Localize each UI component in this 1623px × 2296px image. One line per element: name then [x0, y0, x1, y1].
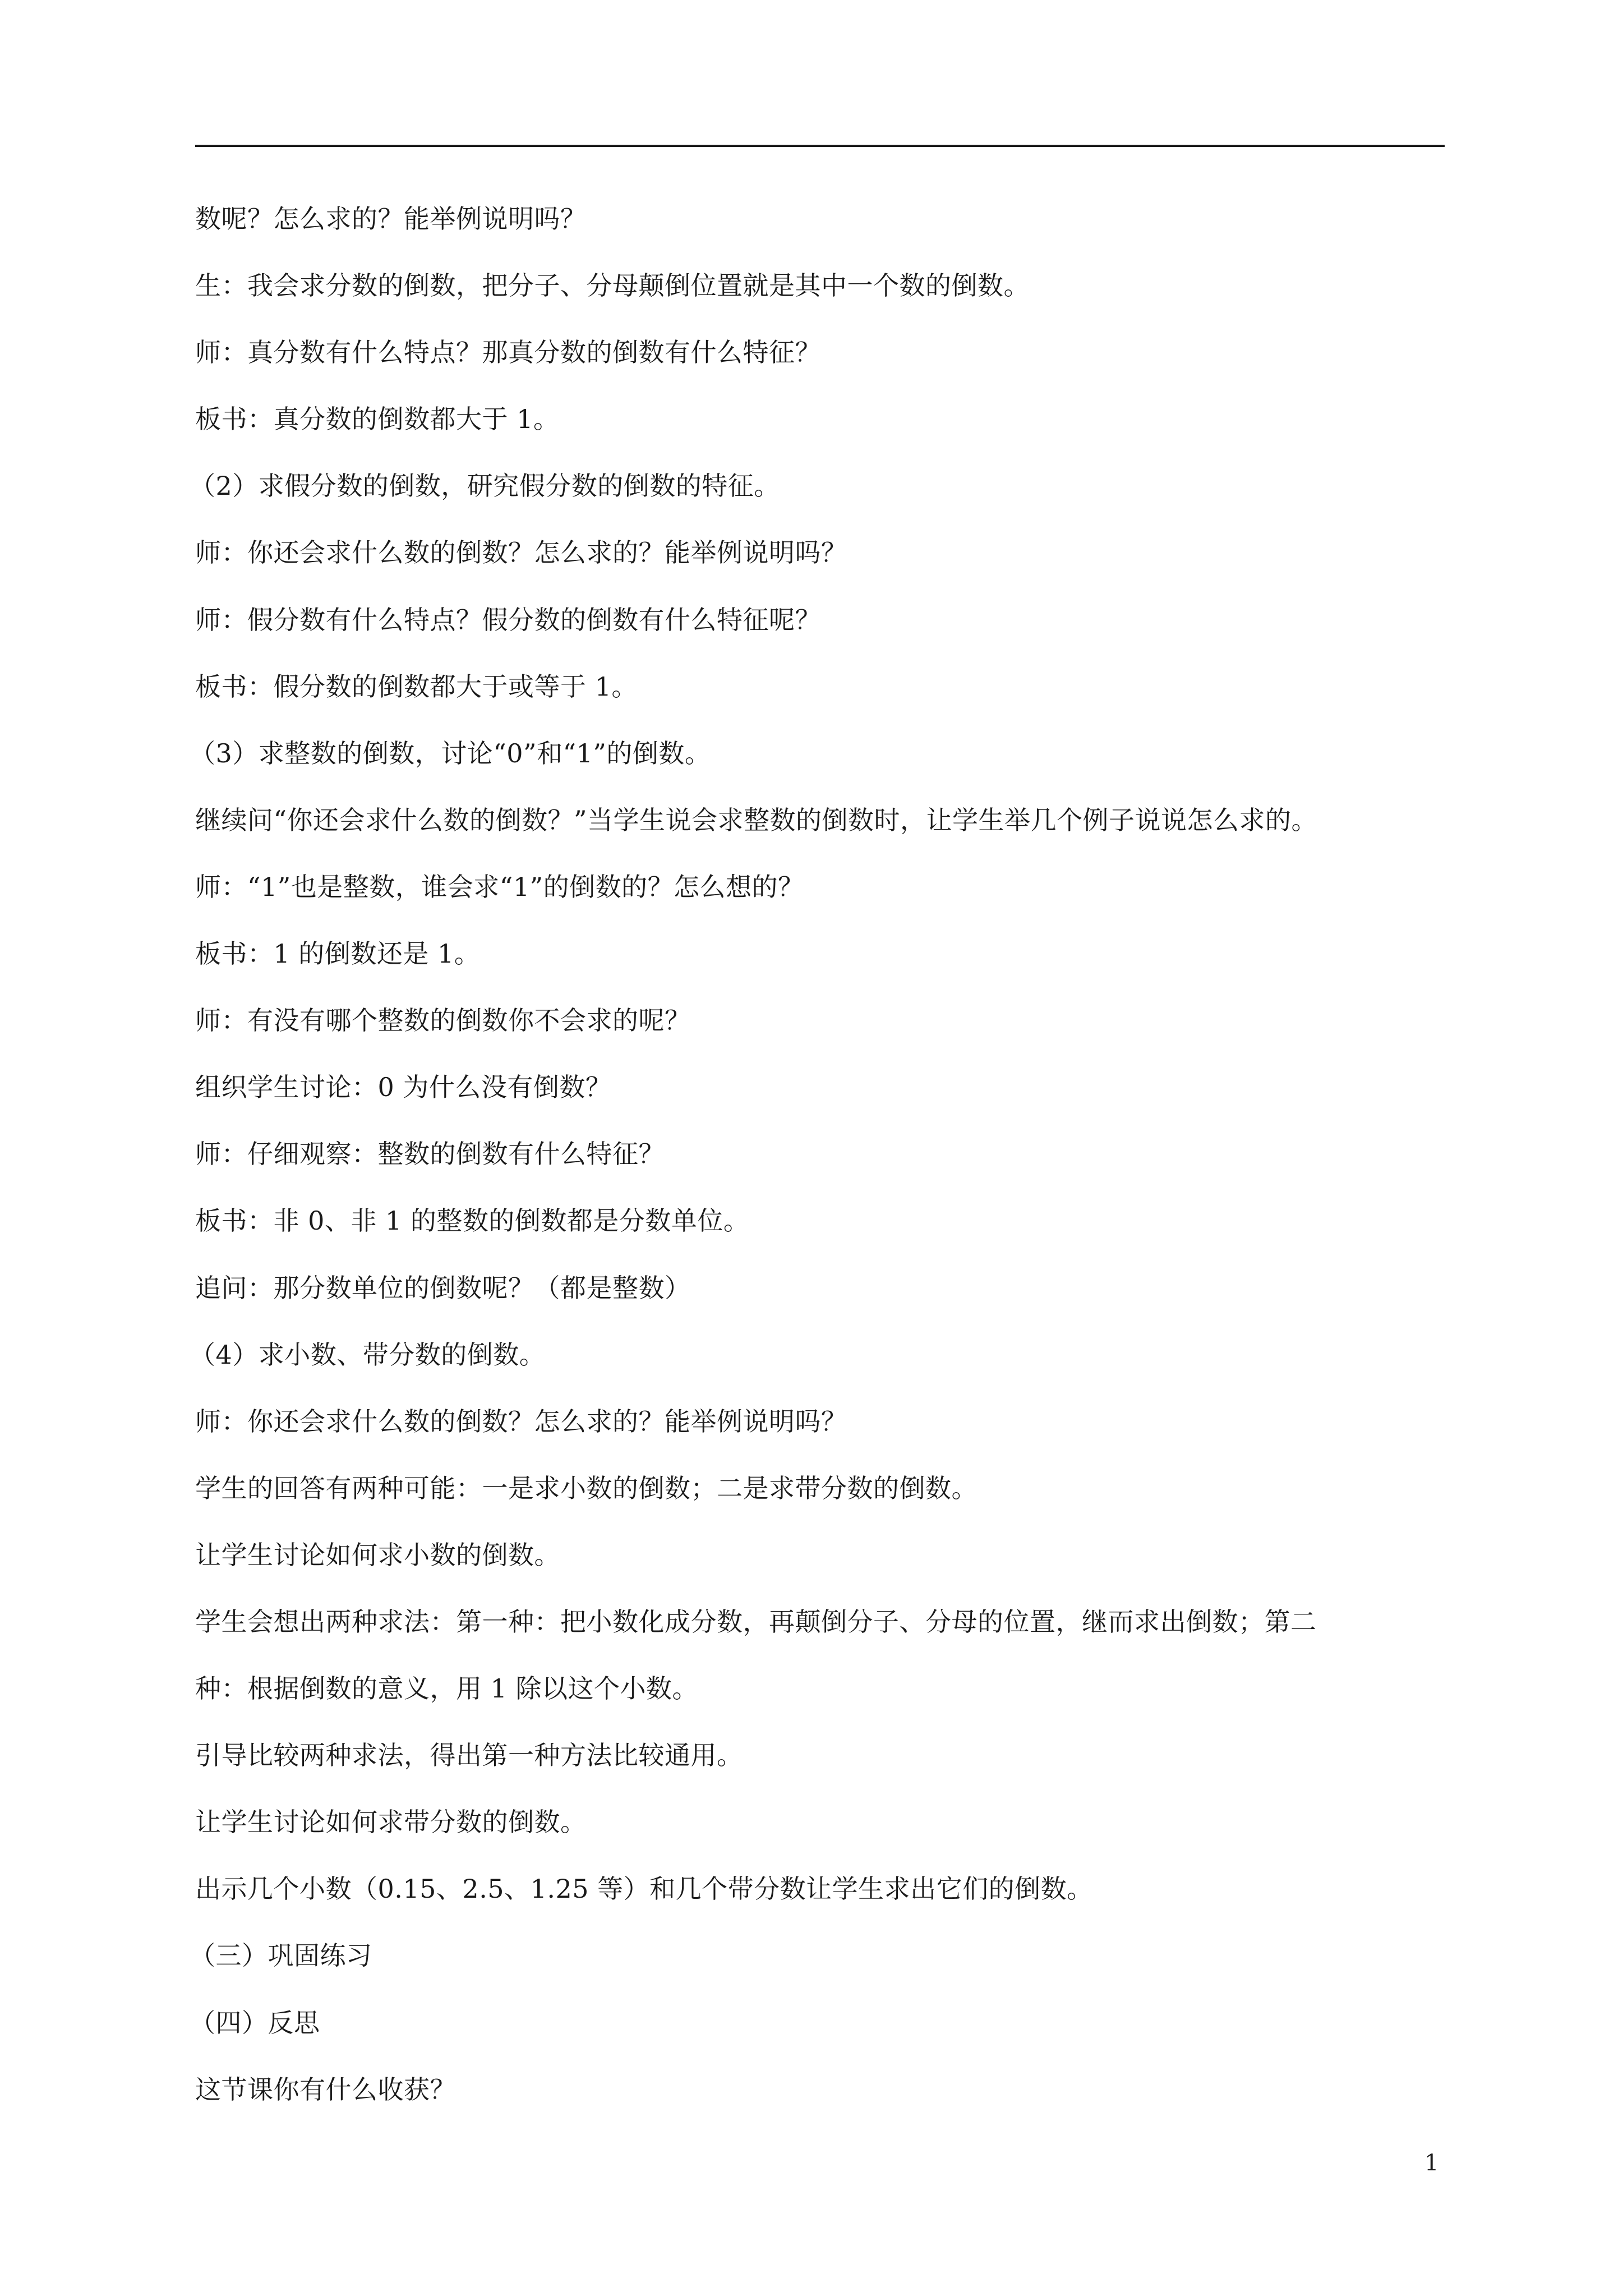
- text-line: 师：假分数有什么特点？假分数的倒数有什么特征呢？: [195, 604, 821, 635]
- text-line: 师：你还会求什么数的倒数？怎么求的？能举例说明吗？: [195, 1406, 847, 1437]
- text-line: 追问：那分数单位的倒数呢？（都是整数）: [195, 1272, 691, 1303]
- text-line: 继续问“你还会求什么数的倒数？”当学生说会求整数的倒数时，让学生举几个例子说说怎么求的。: [195, 804, 1318, 835]
- text-line: 师：你还会求什么数的倒数？怎么求的？能举例说明吗？: [195, 537, 847, 568]
- text-line: 师：仔细观察：整数的倒数有什么特征？: [195, 1139, 665, 1170]
- section-heading: （2）求假分数的倒数，研究假分数的倒数的特征。: [190, 471, 780, 501]
- text-line: 师：真分数有什么特点？那真分数的倒数有什么特征？: [195, 337, 821, 368]
- text-line: 学生会想出两种求法：第一种：把小数化成分数，再颠倒分子、分母的位置，继而求出倒数；第二: [195, 1606, 1317, 1637]
- text-line: 师：“1”也是整数，谁会求“1”的倒数的？怎么想的？: [195, 871, 804, 902]
- text-line: 种：根据倒数的意义，用 1 除以这个小数。: [195, 1673, 699, 1704]
- text-line: 让学生讨论如何求带分数的倒数。: [195, 1807, 587, 1838]
- text-line: 引导比较两种求法，得出第一种方法比较通用。: [195, 1740, 743, 1771]
- header-rule: [195, 145, 1445, 147]
- document-body: [190, 202, 1451, 2139]
- text-line: 板书：1 的倒数还是 1。: [195, 938, 481, 969]
- section-heading: （四）反思: [190, 2007, 320, 2038]
- text-line: 组织学生讨论：0 为什么没有倒数？: [195, 1072, 612, 1103]
- text-line: 板书：假分数的倒数都大于或等于 1。: [195, 671, 638, 702]
- text-line: 这节课你有什么收获？: [195, 2074, 456, 2105]
- text-line: 板书：非 0、非 1 的整数的倒数都是分数单位。: [195, 1205, 750, 1236]
- text-line: 学生的回答有两种可能：一是求小数的倒数；二是求带分数的倒数。: [195, 1473, 978, 1503]
- text-line: 让学生讨论如何求小数的倒数。: [195, 1539, 560, 1570]
- text-line: 板书：真分数的倒数都大于 1。: [195, 404, 560, 435]
- section-heading: （3）求整数的倒数，讨论“0”和“1”的倒数。: [190, 738, 711, 769]
- text-line: 师：有没有哪个整数的倒数你不会求的呢？: [195, 1005, 691, 1036]
- text-line: 数呢？怎么求的？能举例说明吗？: [195, 204, 587, 234]
- page-number: 1: [1424, 2150, 1439, 2176]
- section-heading: （4）求小数、带分数的倒数。: [190, 1339, 546, 1370]
- text-line: 生：我会求分数的倒数，把分子、分母颠倒位置就是其中一个数的倒数。: [195, 270, 1030, 301]
- section-heading: （三）巩固练习: [190, 1940, 372, 1971]
- text-line: 出示几个小数（0.15、2.5、1.25 等）和几个带分数让学生求出它们的倒数。: [195, 1874, 1093, 1904]
